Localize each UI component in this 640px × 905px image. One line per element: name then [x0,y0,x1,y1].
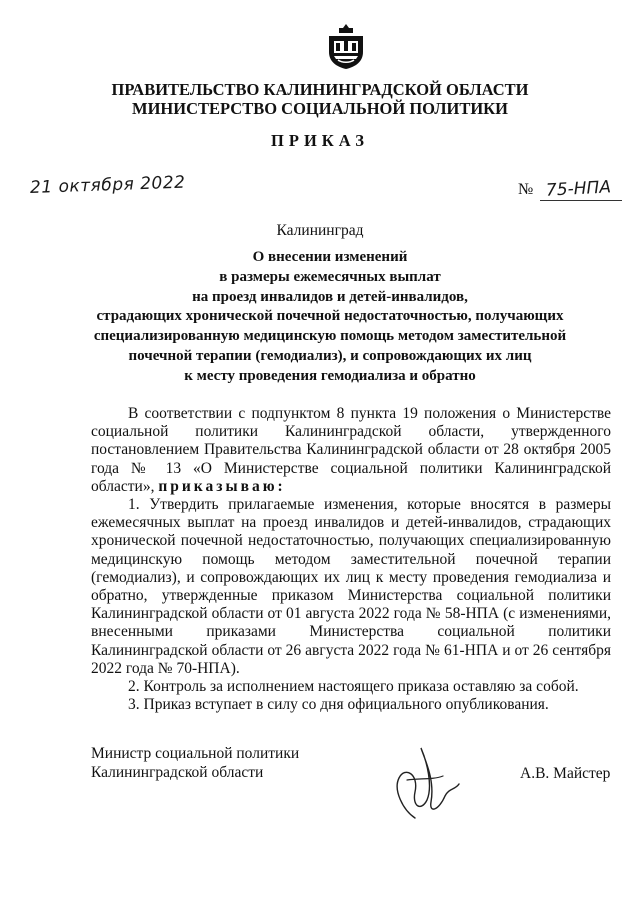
title-line: в размеры ежемесячных выплат [219,268,441,285]
handwritten-signature [385,740,465,825]
ministry-name: МИНИСТЕРСТВО СОЦИАЛЬНОЙ ПОЛИТИКИ [132,99,508,118]
position-line: Министр социальной политики [91,745,300,762]
document-title [60,248,600,387]
signer-position [91,744,299,782]
document-body [91,405,611,714]
item-3: 3. Приказ вступает в силу со дня официального опубликования. [128,696,549,714]
number-sign: № [518,181,534,198]
organization-name: ПРАВИТЕЛЬСТВО КАЛИНИНГРАДСКОЙ ОБЛАСТИ [111,80,529,99]
coat-of-arms-icon [325,22,367,70]
city: Калининград [276,222,364,239]
document-number [518,181,533,199]
title-line: О внесении изменений [252,249,408,265]
document-type: ПРИКАЗ [271,131,369,150]
title-line: к месту проведения гемодиализа и обратно [184,367,476,384]
intro-text: В соответствии с подпунктом 8 пункта 19 положения о Министерстве социальной политики Калининградской области, утвержденного постановлением Правительства Калининградской области от 28 октября 2005 года № 13 «О Министерстве социальной политики Калининградской области», [91,405,611,495]
document-number-value: 75-НПА [545,177,612,201]
title-line: страдающих хронической почечной недостаточностью, получающих [96,308,564,325]
item-1: 1. Утвердить прилагаемые изменения, которые вносятся в размеры ежемесячных выплат на проезд инвалидов и детей-инвалидов, страдающих хронической почечной недостаточностью, получающих специализированную медицинскую помощь методом заместительной почечной терапии (гемодиализ), и сопровождающих их лиц к месту проведения гемодиализа и обратно, утвержденные приказом Министерства социальной политики Калининградской области от 01 августа 2022 года № 58-НПА (с изменениями, внесенными приказами Министерства социальной политики Калининградской области от 26 августа 2022 года № 61-НПА и от 26 сентября 2022 года № 70-НПА). [91,496,611,677]
document-date: 21 октября 2022 [29,172,186,198]
title-line: специализированную медицинскую помощь методом заместительной [93,328,567,345]
signer-name: А.В. Майстер [520,765,611,782]
title-line: почечной терапии (гемодиализ), и сопровождающих их лиц [128,347,532,364]
order-word: приказываю: [158,477,286,495]
title-line: на проезд инвалидов и детей-инвалидов, [192,288,468,305]
position-line: Калининградской области [91,764,264,781]
intro-paragraph [91,405,611,496]
item-2: 2. Контроль за исполнением настоящего приказа оставляю за собой. [128,678,579,696]
